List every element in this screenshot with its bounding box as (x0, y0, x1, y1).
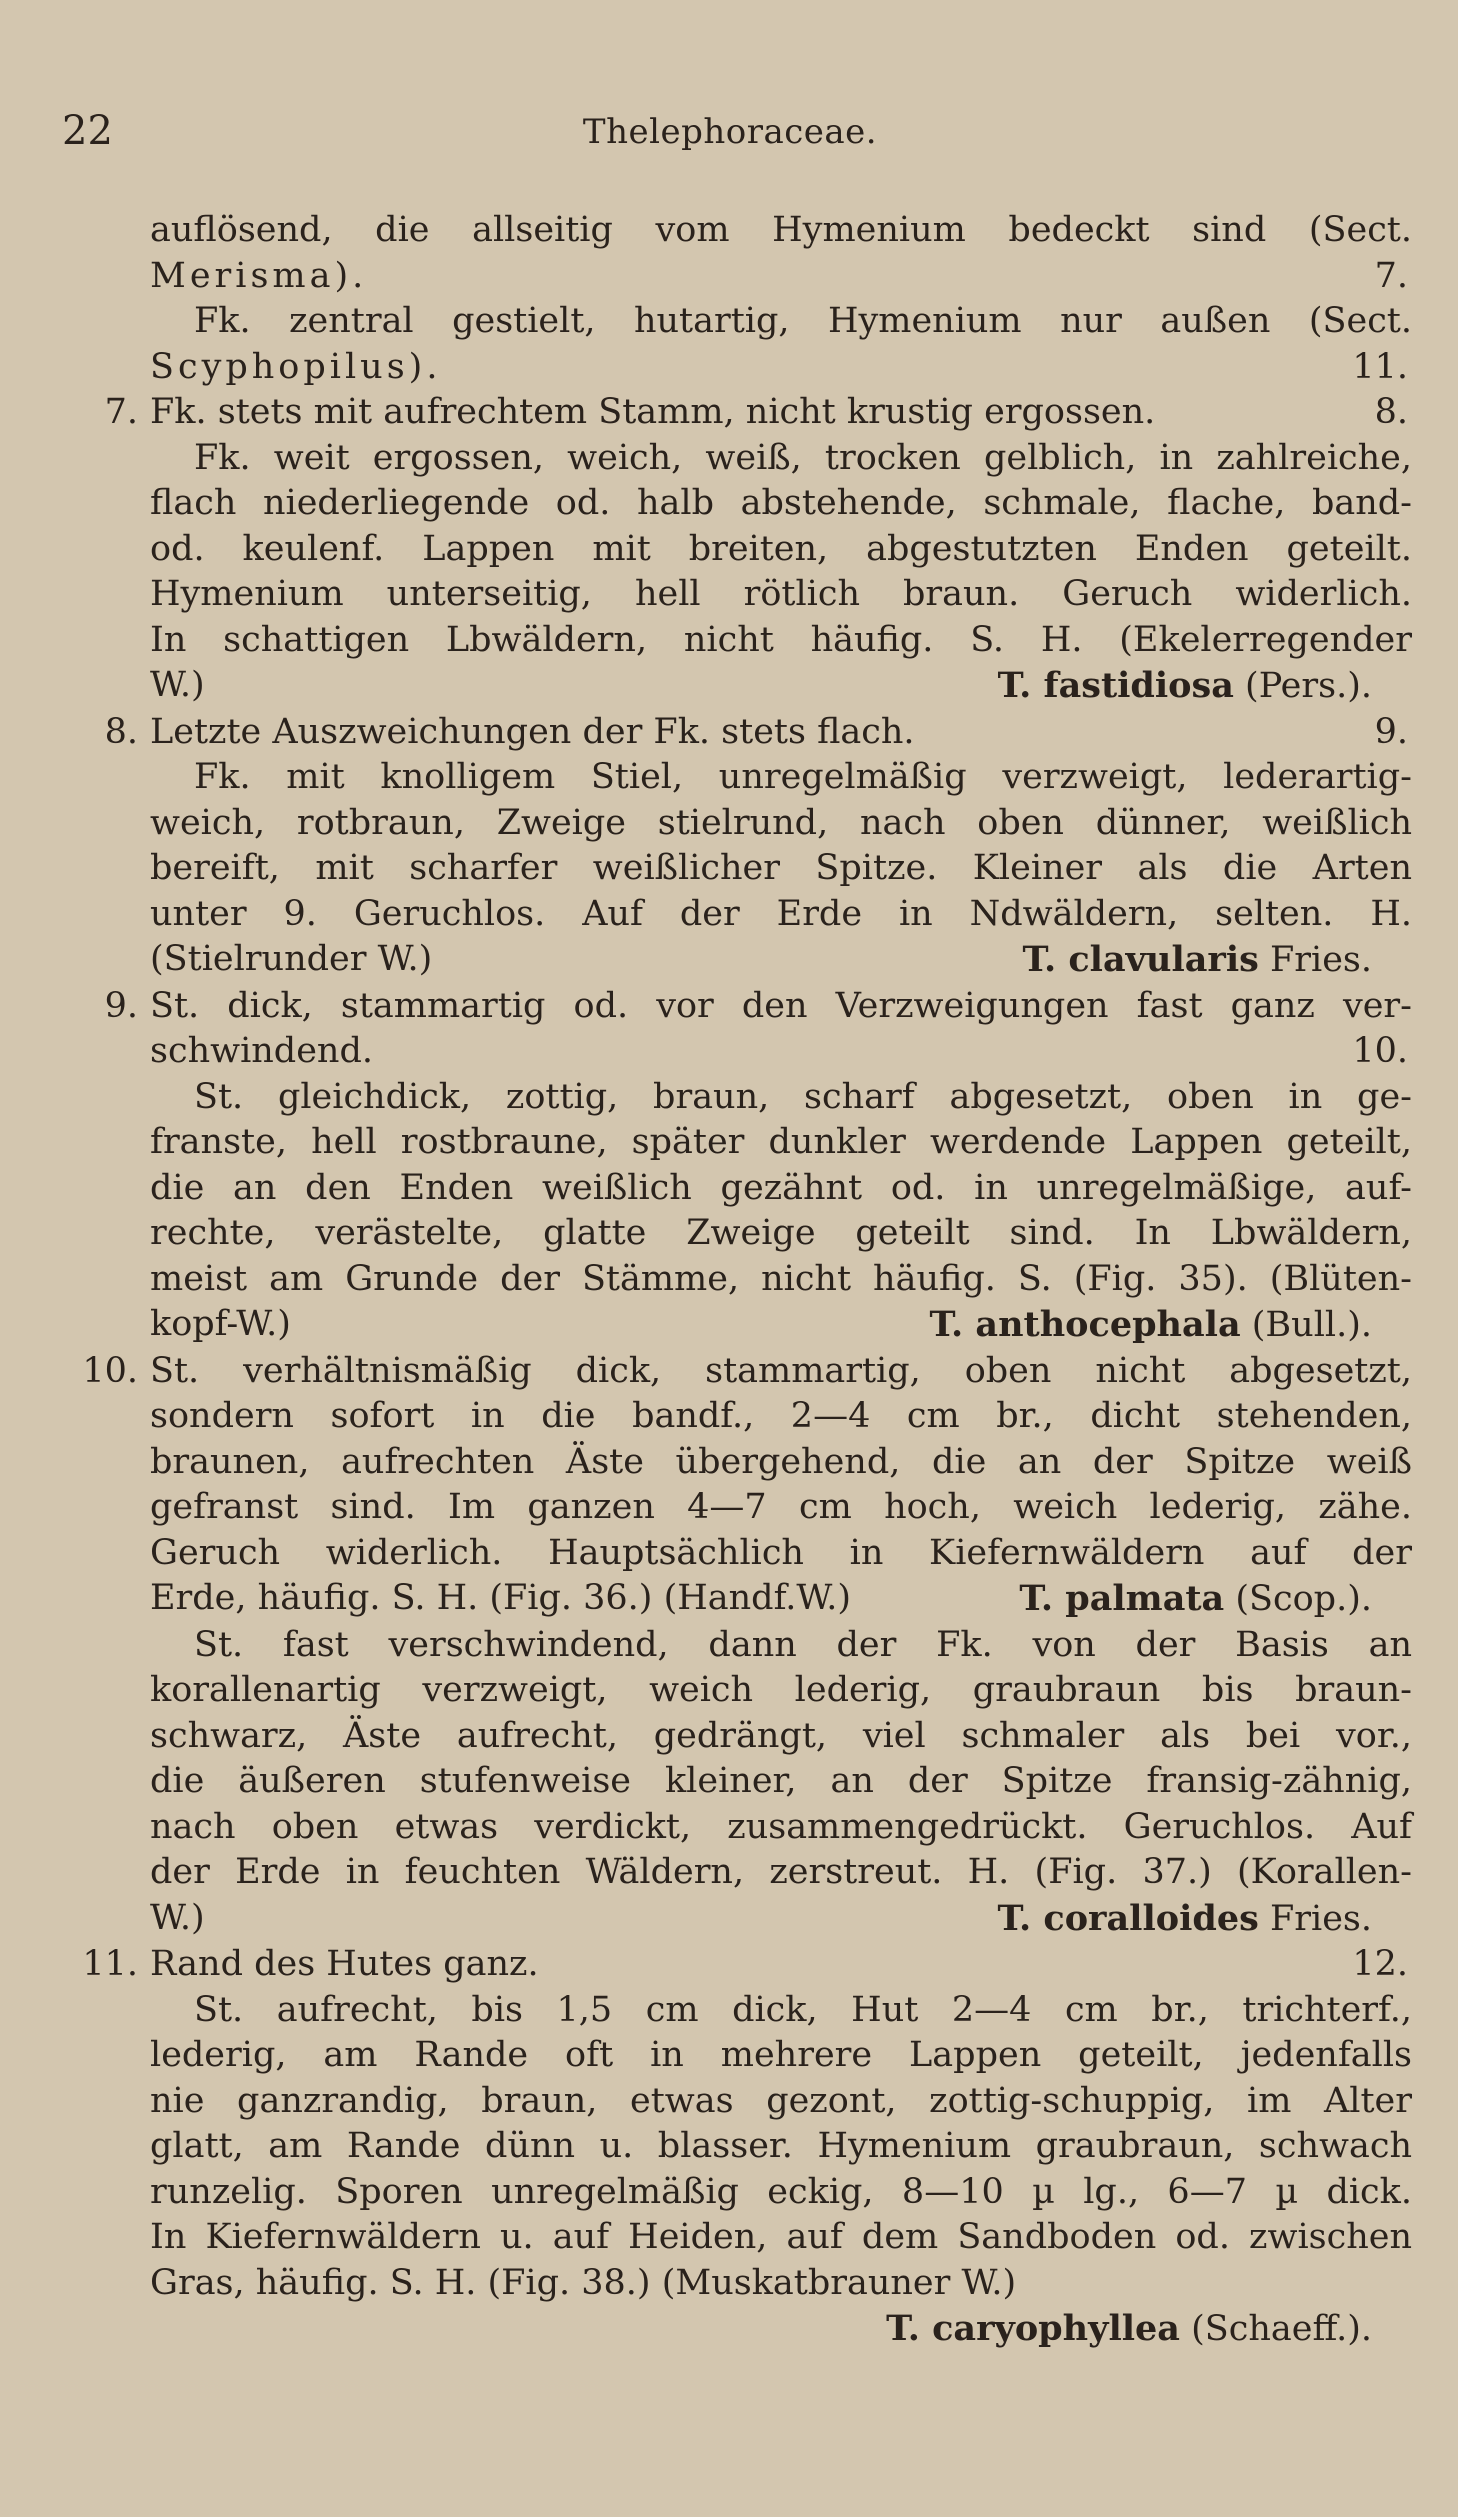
key-entry (82, 1349, 1412, 1623)
running-title: Thelephoraceae. (582, 112, 878, 152)
key-entry (150, 436, 1412, 710)
text-line: flach niederliegende od. halb abstehende, schmale, flache, band- (150, 483, 1412, 523)
key-entry (104, 390, 1412, 436)
species-author: (Pers.). (1233, 666, 1372, 706)
key-number: 9. (104, 985, 138, 1026)
species-name: T. anthocephala (929, 1304, 1241, 1345)
text-line (150, 390, 1412, 436)
key-entry (150, 1623, 1412, 1943)
text-line (150, 345, 1412, 391)
key-entry (104, 710, 1412, 756)
text-line: Fk. zentral gestielt, hutartig, Hymenium nur außen (Sect. (194, 301, 1412, 341)
text-line (150, 1029, 1412, 1075)
line-text: Merisma). (150, 255, 368, 296)
text-line: korallenartig verzweigt, weich lederig, graubraun bis braun- (150, 1670, 1412, 1710)
key-entry (104, 984, 1412, 1075)
key-text (82, 208, 1412, 2353)
text-line: rechte, verästelte, glatte Zweige geteilt sind. In Lbwäldern, (150, 1213, 1412, 1253)
lead-reference: 11. (1352, 346, 1408, 387)
page-number: 22 (62, 108, 113, 154)
line-text: W.) (150, 665, 205, 705)
key-entry (82, 1942, 1412, 1988)
text-line: In Kiefernwäldern u. auf Heiden, auf dem Sandboden od. zwischen (150, 2217, 1412, 2257)
key-entry (150, 299, 1412, 390)
lead-reference: 7. (1374, 255, 1408, 296)
text-line: weich, rotbraun, Zweige stielrund, nach oben dünner, weißlich (150, 802, 1412, 843)
text-line: Gras, häufig. S. H. (Fig. 38.) (Muskatbrauner W.) (150, 2262, 1017, 2303)
text-line: nach oben etwas verdickt, zusammengedrückt. Geruchlos. Auf (150, 1806, 1412, 1847)
species-author: (Scop.). (1224, 1579, 1372, 1619)
text-line (150, 1896, 1412, 1943)
species-name: T. coralloides (997, 1897, 1259, 1939)
text-line: bereift, mit scharfer weißlicher Spitze. Kleiner als die Arten (150, 848, 1412, 888)
text-line: die an den Enden weißlich gezähnt od. in unregelmäßige, auf- (150, 1167, 1412, 1208)
line-text: schwindend. (150, 1031, 373, 1071)
key-entry (150, 208, 1412, 299)
text-line: runzelig. Sporen unregelmäßig eckig, 8—10 µ lg., 6—7 µ dick. (150, 2171, 1412, 2212)
text-line (150, 1576, 1412, 1623)
line-text: W.) (150, 1897, 205, 1938)
species-line (150, 2306, 1412, 2353)
key-number: 7. (104, 392, 138, 432)
species-author: Fries. (1258, 940, 1372, 980)
lead-reference: 8. (1374, 392, 1408, 432)
text-line: Hymenium unterseitig, hell rötlich braun. Geruch widerlich. (150, 574, 1412, 614)
text-line (150, 710, 1412, 756)
lead-reference: 9. (1374, 711, 1408, 752)
text-line: In schattigen Lbwäldern, nicht häufig. S. H. (Ekelerregender (150, 619, 1412, 660)
species-name: T. palmata (1019, 1578, 1225, 1619)
text-line: Geruch widerlich. Hauptsächlich in Kiefernwäldern auf der (150, 1532, 1412, 1573)
text-line: Fk. weit ergossen, weich, weiß, trocken gelblich, in zahlreiche, (194, 437, 1412, 478)
text-line (150, 254, 1412, 300)
text-line: unter 9. Geruchlos. Auf der Erde in Ndwäldern, selten. H. (150, 893, 1412, 934)
line-text: Fk. stets mit aufrechtem Stamm, nicht krustig ergossen. (150, 392, 1156, 432)
text-line: St. fast verschwindend, dann der Fk. von der Basis an (194, 1624, 1412, 1665)
text-line: St. aufrecht, bis 1,5 cm dick, Hut 2—4 cm br., trichterf., (194, 1989, 1412, 2030)
line-text: Letzte Auszweichungen der Fk. stets flach. (150, 711, 915, 752)
text-line: lederig, am Rande oft in mehrere Lappen geteilt, jedenfalls (150, 2035, 1412, 2075)
lead-reference: 10. (1352, 1031, 1408, 1071)
text-line: od. keulenf. Lappen mit breiten, abgestutzten Enden geteilt. (150, 528, 1412, 569)
species-line (998, 663, 1412, 710)
line-text: Erde, häufig. S. H. (Fig. 36.) (Handf.W.) (150, 1578, 852, 1618)
key-entry (150, 1075, 1412, 1349)
text-line: braunen, aufrechten Äste übergehend, die an der Spitze weiß (150, 1441, 1412, 1482)
text-line (150, 1942, 1412, 1988)
key-number: 11. (82, 1944, 138, 1984)
species-author: (Bull.). (1240, 1305, 1372, 1345)
species-name: T. clavularis (1022, 939, 1259, 980)
species-line (930, 1302, 1412, 1349)
text-line (150, 663, 1412, 710)
text-line: glatt, am Rande dünn u. blasser. Hymenium graubraun, schwach (150, 2126, 1412, 2166)
text-line (150, 1302, 1412, 1349)
line-text: (Stielrunder W.) (150, 939, 433, 979)
text-line: der Erde in feuchten Wäldern, zerstreut. H. (Fig. 37.) (Korallen- (150, 1852, 1412, 1892)
species-line (998, 1896, 1413, 1943)
text-line: gefranst sind. Im ganzen 4—7 cm hoch, weich lederig, zähe. (150, 1487, 1412, 1527)
text-line: meist am Grunde der Stämme, nicht häufig. S. (Fig. 35). (Blüten- (150, 1258, 1412, 1299)
species-line (1022, 937, 1412, 984)
text-line: St. verhältnismäßig dick, stammartig, oben nicht abgesetzt, (150, 1350, 1412, 1391)
text-line (150, 937, 1412, 984)
key-number: 8. (104, 711, 138, 752)
key-entry (150, 1988, 1412, 2353)
line-text: kopf-W.) (150, 1304, 291, 1344)
line-text: Rand des Hutes ganz. (150, 1944, 539, 1984)
text-line: Fk. mit knolligem Stiel, unregelmäßig verzweigt, lederartig- (194, 757, 1412, 797)
text-line: die äußeren stufenweise kleiner, an der Spitze fransig-zähnig, (150, 1761, 1412, 1801)
text-line: schwarz, Äste aufrecht, gedrängt, viel schmaler als bei vor., (150, 1715, 1412, 1756)
text-line: franste, hell rostbraune, später dunkler werdende Lappen geteilt, (150, 1122, 1412, 1162)
species-line (1019, 1576, 1412, 1623)
species-name: T. fastidiosa (997, 665, 1234, 706)
page-header (62, 108, 1398, 168)
species-author: (Schaeff.). (1179, 2309, 1372, 2349)
key-number: 10. (82, 1350, 138, 1391)
lead-reference: 12. (1352, 1944, 1408, 1984)
species-author: Fries. (1258, 1898, 1372, 1939)
text-line: St. dick, stammartig od. vor den Verzweigungen fast ganz ver- (150, 985, 1412, 1026)
key-entry (150, 755, 1412, 984)
line-text: Scyphopilus). (150, 346, 442, 387)
species-name: T. caryophyllea (886, 2308, 1180, 2349)
text-line: nie ganzrandig, braun, etwas gezont, zottig-schuppig, im Alter (150, 2080, 1412, 2121)
text-line: sondern sofort in die bandf., 2—4 cm br., dicht stehenden, (150, 1396, 1412, 1436)
text-line: auflösend, die allseitig vom Hymenium bedeckt sind (Sect. (150, 210, 1412, 250)
text-line: St. gleichdick, zottig, braun, scharf abgesetzt, oben in ge- (194, 1076, 1412, 1117)
